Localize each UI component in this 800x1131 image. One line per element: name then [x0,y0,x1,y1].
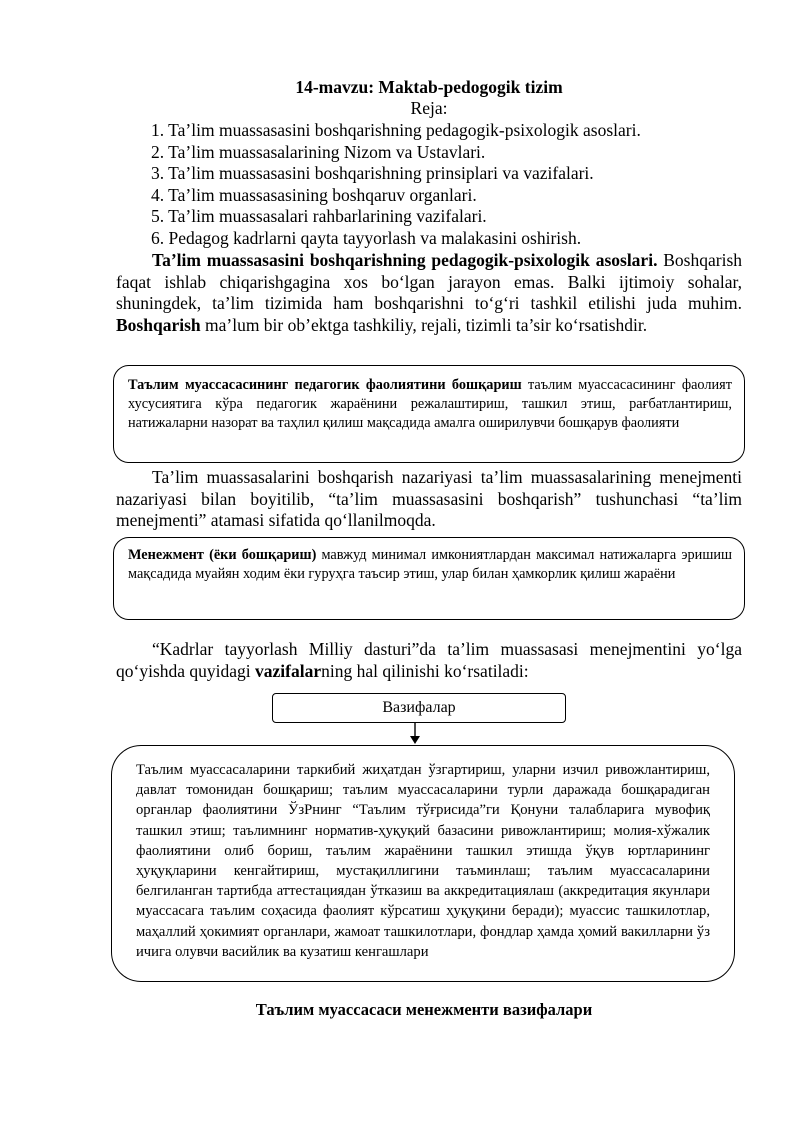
page-title: 14-mavzu: Maktab-pedogogik tizim [295,77,563,97]
vazifalar-header-box: Вазифалар [272,693,566,723]
figure-caption: Таълим муассасаси менежменти вазифалари [255,1000,593,1019]
plan-item: 1. Ta’lim muassasasini boshqarishning pedagogik-psixologik asoslari. [151,120,641,140]
plan-label: Reja: [410,98,448,118]
definition-box-management [113,365,745,463]
plan-item: 3. Ta’lim muassasasini boshqarishning prinsiplari va vazifalari. [151,163,594,184]
plan-item: 2. Ta’lim muassasalarining Nizom va Ustavlari. [151,141,486,162]
paragraph3-text-b: ning hal qilinishi ko‘rsatiladi: [321,660,529,681]
box2-term: Менежмент (ёки бошқариш) [128,547,317,563]
section1-heading: Ta’lim muassasasini boshqarishning pedagogik-psixologik asoslari. [152,250,658,270]
paragraph3-text-a: “Kadrlar tayyorlash Milliy dasturi”da ta’lim muassasasi menejmentini yo‘lga qo‘yishda quyidagi [116,639,742,681]
paragraph-2: Ta’lim muassasalarini boshqarish nazariyasi ta’lim muassasalarining menejmenti nazariyasi bilan boyitilib, “ta’lim muassasasini boshqarish” tushunchasi “ta’lim menejmenti” atamasi sifatida qo‘llanilmoqda. [116,467,742,531]
box2-text: мавжуд минимал имкониятлардан максимал натижаларга эришиш мақсадида муайян ходим ёки гуруҳга таъсир этиш, улар билан ҳамкорлик қилиш жараёни [128,547,732,582]
box1-term: Таълим муассасасининг педагогик фаолиятини бошқариш [128,377,522,393]
definition-box-menejment [113,537,745,620]
section1-text-a: Boshqarish faqat ishlab chiqarishgagina xos bo‘lgan jarayon emas. Balki ijtimoiy sohalar, shuningdek, ta’lim tizimida ham boshqarishni to‘g‘ri tashkil etilishi juda muhim. [116,250,743,314]
down-arrow-icon [408,723,422,745]
plan-item: 6. Pedagog kadrlarni qayta tayyorlash va malakasini oshirish. [151,227,582,248]
tasks-box: Таълим муассасаларини таркибий жиҳатдан ўзгартириш, уларни изчил ривожлантириш, давлат томонидан бошқариш; таълим муассасаларини турли даражада бошқарадиган органлар фаолиятини ЎзРнинг “Таълим тўғрисида”ги Қонуни талабларига мувофиқ ташкил этиш; таълимнинг норматив-ҳуқуқий базасини ривожлантириш; молия-хўжалик фаолиятини олиб бориш, таълим жараёнини ташкил этишда ўқув юртларининг ҳуқуқларини кенгайтириш, мустақиллигини таъминлаш; таълим муассасаларини белгиланган тартибда аттестациядан ўтказиш ва аккредитациялаш (аккредитация якунлари муассасага таълим соҳасида фаолият кўрсатиш ҳуқуқини беради); муассис ташкилотлар, маҳаллий ҳокимият органлари, жамоат ташкилотлари, фондлар ҳамда ҳомий вакилларни ўз ичига олувчи васийлик ва кузатиш кенгашлари [111,745,735,982]
paragraph3-term: vazifalar [255,660,322,681]
plan-item: 5. Ta’lim muassasalari rahbarlarining vazifalari. [151,206,487,227]
section1-term: Boshqarish [116,314,201,335]
section1-paragraph [116,250,742,336]
plan-item: 4. Ta’lim muassasasining boshqaruv organlari. [151,184,477,205]
plan-list [151,120,641,250]
box1-text: таълим муассасасининг фаолият хусусиятига кўра педагогик жараёнини режалаштириш, ташкил этиш, рағбатлантириш, натижаларни назорат ва таҳлил қилиш мақсадида амалга оширилувчи бошқарув фаолияти [128,377,733,431]
section1-text-b: ma’lum bir ob’ektga tashkiliy, rejali, tizimli ta’sir ko‘rsatishdir. [200,314,648,335]
paragraph-3 [116,639,742,682]
